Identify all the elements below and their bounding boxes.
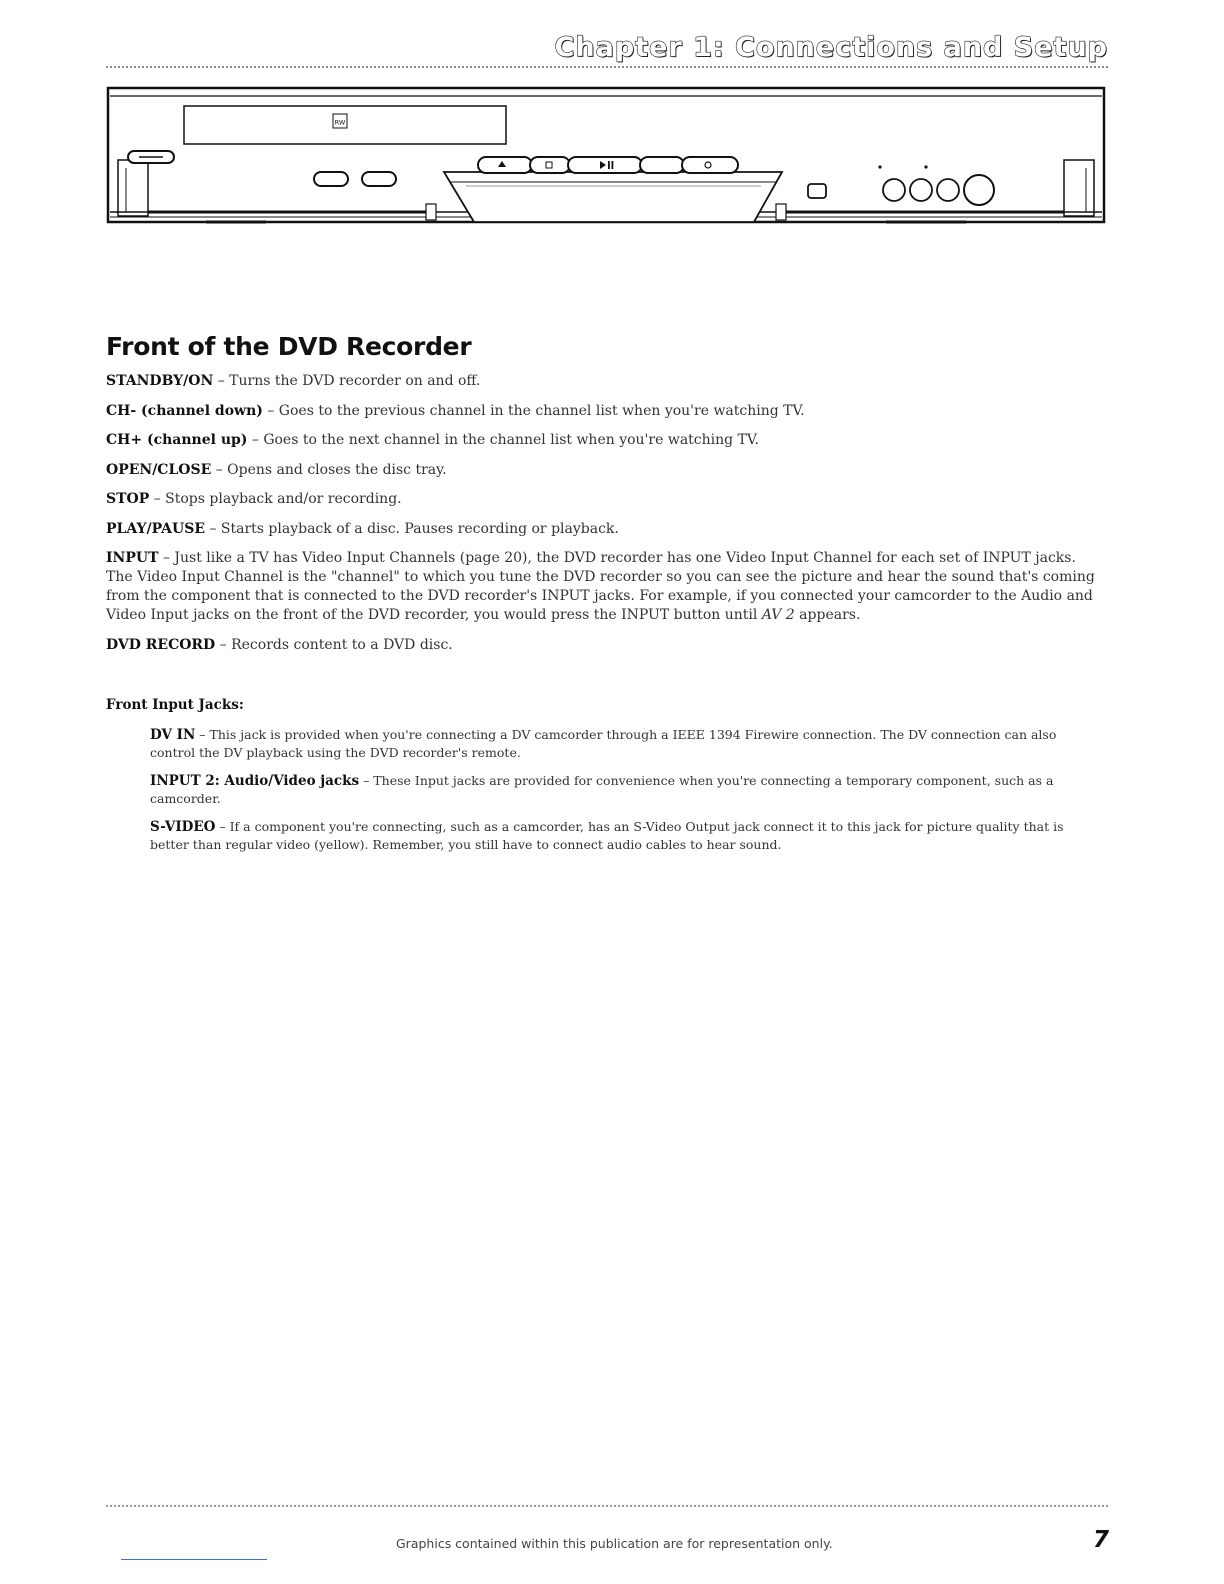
list-item	[106, 431, 1106, 450]
audio-left-input-jack	[910, 179, 932, 201]
rw-logo-text: RW	[334, 118, 346, 127]
item-text: – If a component you're connecting, such as a camcorder, has an S-Video Output jack connect it to this jack for picture quality that is better than regular video (yellow). Remember, you still have to connect audio cables to hear sound.	[150, 819, 1064, 852]
item-term: DVD RECORD	[106, 636, 216, 653]
pause-icon	[608, 161, 610, 169]
item-term: OPEN/CLOSE	[106, 461, 212, 478]
item-term: STANDBY/ON	[106, 373, 214, 389]
list-item	[106, 636, 1106, 655]
list-item	[106, 372, 1106, 391]
list-item	[150, 726, 1100, 762]
item-term: CH+ (channel up)	[106, 432, 248, 448]
dvd-recorder-drawing	[106, 84, 1108, 242]
ch-up-button	[362, 172, 396, 186]
item-term: DV IN	[150, 727, 196, 743]
item-term: INPUT 2: Audio/Video jacks	[150, 773, 360, 789]
page-number: 7	[1093, 1527, 1110, 1553]
item-text: – Opens and closes the disc tray.	[211, 461, 447, 478]
list-item	[106, 402, 1106, 421]
dvd-record-button	[682, 157, 738, 173]
list-item	[150, 818, 1100, 854]
list-item	[150, 772, 1100, 808]
chapter-header	[106, 30, 1108, 68]
footer-note: Graphics contained within this publication are for representation only.	[396, 1536, 833, 1551]
item-text: – This jack is provided when you're connecting a DV camcorder through a IEEE 1394 Firewire connection. The DV connection can also control the DV playback using the DVD recorder's remote.	[150, 727, 1057, 760]
front-controls-list	[106, 372, 1106, 665]
item-term: CH- (channel down)	[106, 402, 263, 419]
item-text: – Stops playback and/or recording.	[149, 491, 402, 507]
front-input-jacks-title: Front Input Jacks:	[106, 697, 244, 713]
front-display-panel	[444, 172, 782, 222]
item-text: – Starts playback of a disc. Pauses recording or playback.	[205, 520, 619, 537]
list-item	[106, 520, 1106, 539]
item-term: S-VIDEO	[150, 819, 216, 835]
item-text: – Goes to the previous channel in the channel list when you're watching TV.	[262, 402, 805, 419]
item-text: – These Input jacks are provided for convenience when you're connecting a temporary component, such as a camcorder.	[150, 773, 1054, 806]
item-text: – Turns the DVD recorder on and off.	[213, 373, 481, 389]
dv-in-jack	[808, 184, 826, 198]
front-input-jacks-list	[150, 726, 1100, 864]
open-close-button	[478, 157, 532, 173]
list-item	[106, 490, 1106, 509]
link-underline	[121, 1559, 267, 1560]
item-emphasis: AV 2	[761, 607, 795, 623]
item-term: STOP	[106, 491, 150, 507]
item-text: – Goes to the next channel in the channel list when you're watching TV.	[247, 432, 760, 448]
chapter-title: Chapter 1: Connections and Setup	[554, 32, 1108, 63]
list-item	[106, 461, 1106, 480]
input-button	[640, 157, 684, 173]
dvd-recorder-front-illustration	[106, 84, 1108, 242]
section-title: Front of the DVD Recorder	[106, 332, 472, 361]
list-item	[106, 549, 1106, 625]
audio-right-input-jack	[937, 179, 959, 201]
item-term: INPUT	[106, 550, 159, 566]
item-term: PLAY/PAUSE	[106, 520, 206, 537]
s-video-input-jack	[964, 175, 994, 205]
item-text: – Just like a TV has Video Input Channels (page 20), the DVD recorder has one Video Input Channel for each set of INPUT jacks. The Video Input Channel is the "channel" to which you tune the DVD recorder so you can see the picture and hear the sound that's coming from the component that is connected to the DVD recorder's INPUT jacks. For example, if you connected your camcorder to the Audio and Video Input jacks on the front of the DVD recorder, you would press the INPUT button until	[106, 550, 1095, 623]
stop-button	[530, 157, 570, 173]
ch-down-button	[314, 172, 348, 186]
item-text-tail: appears.	[794, 607, 861, 623]
video-input-jack	[883, 179, 905, 201]
item-text: – Records content to a DVD disc.	[215, 636, 453, 653]
footer-divider	[106, 1505, 1108, 1507]
